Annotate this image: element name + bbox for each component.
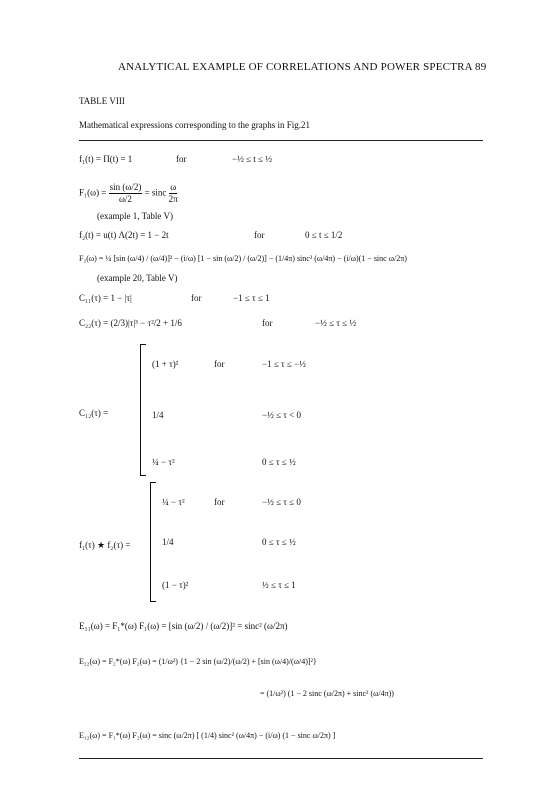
eq-conv-case-1-condition: −½ ≤ τ ≤ 0 (262, 497, 301, 507)
eq-C11-condition: −1 ≤ τ ≤ 1 (233, 293, 270, 303)
eq-C22: C₂₂(τ) = (2/3)|τ|³ − τ²/2 + 1/6 (79, 318, 182, 328)
eq-C12-case-1-condition: −1 ≤ τ ≤ −½ (262, 359, 306, 369)
eq-C12-case-3: ¼ − τ² (152, 457, 175, 467)
eq-F2: F₂(ω) = ¼ [sin (ω/4) / (ω/4)]² − (i/ω) [1 − sin (ω/2) / (ω/2)] − (1/4π) sinc² (ω/4π) − (i/ω)(1 − sinc ω/2π) (79, 254, 407, 263)
eq-conv-case-2-condition: 0 ≤ τ ≤ ½ (262, 537, 296, 547)
eq-C11-for: for (191, 293, 202, 303)
eq-convolution-lhs: f₁(τ) ★ f₂(τ) = (79, 540, 131, 550)
eq-C12-case-2: 1/4 (152, 410, 164, 420)
eq-conv-case-3-condition: ½ ≤ τ ≤ 1 (262, 580, 296, 590)
eq-F2-reference: (example 20, Table V) (97, 273, 178, 283)
left-brace (140, 344, 146, 476)
page-number: 89 (475, 61, 487, 73)
table-caption: Mathematical expressions corresponding to the graphs in Fig.21 (79, 120, 310, 130)
eq-C11: C₁₁(τ) = 1 − |τ| (79, 293, 132, 303)
eq-C22-condition: −½ ≤ τ ≤ ½ (315, 318, 357, 328)
eq-f1-for: for (176, 154, 187, 164)
eq-f2: f₂(t) = u(t) Λ(2t) = 1 − 2t (79, 230, 169, 240)
eq-conv-case-3: (1 − τ)² (162, 580, 189, 590)
eq-F1-reference: (example 1, Table V) (97, 211, 174, 221)
eq-E22-continued: = (1/ω²) (1 − 2 sinc (ω/2π) + sinc² (ω/4π)) (260, 689, 394, 698)
eq-E22: E₂₂(ω) = F₂*(ω) F₂(ω) = (1/ω²) {1 − 2 sin (ω/2)/(ω/2) + [sin (ω/4)/(ω/4)]²} (79, 657, 317, 666)
eq-conv-case-1-for: for (214, 497, 225, 507)
table-label: TABLE VIII (79, 96, 125, 106)
eq-C12-lhs: C₁₂(τ) = (79, 408, 109, 418)
bottom-rule (79, 758, 483, 759)
eq-C12-case-3-condition: 0 ≤ τ ≤ ½ (262, 457, 296, 467)
eq-F1: F₁(ω) = $\frac{\sin (\omega/2)}{\omega/2}$ = sinc $\frac{\omega}{2\pi}$ (79, 182, 178, 204)
left-brace (150, 482, 156, 602)
eq-f1-condition: −½ ≤ t ≤ ½ (232, 154, 272, 164)
running-title: ANALYTICAL EXAMPLE OF CORRELATIONS AND POWER SPECTRA (118, 61, 473, 73)
eq-C12-case-2-condition: −½ ≤ τ < 0 (262, 410, 301, 420)
eq-conv-case-2: 1/4 (162, 537, 174, 547)
eq-f2-for: for (254, 230, 265, 240)
eq-E12: E₁₂(ω) = F₁*(ω) F₂(ω) = sinc (ω/2π) [ (1/4) sinc² (ω/4π) − (i/ω) (1 − sinc ω/2π) ] (79, 731, 336, 740)
top-rule (79, 140, 483, 141)
eq-C12-case-1: (1 + τ)² (152, 359, 179, 369)
eq-C22-for: for (262, 318, 273, 328)
eq-f2-condition: 0 ≤ t ≤ 1/2 (305, 230, 343, 240)
eq-conv-case-1: ¼ − τ² (162, 497, 185, 507)
eq-E11: E₁₁(ω) = F₁*(ω) F₁(ω) = [sin (ω/2) / (ω/2)]² = sinc² (ω/2π) (79, 621, 288, 631)
eq-f1: f₁(t) = Π(t) = 1 (79, 154, 133, 164)
eq-C12-case-1-for: for (214, 359, 225, 369)
